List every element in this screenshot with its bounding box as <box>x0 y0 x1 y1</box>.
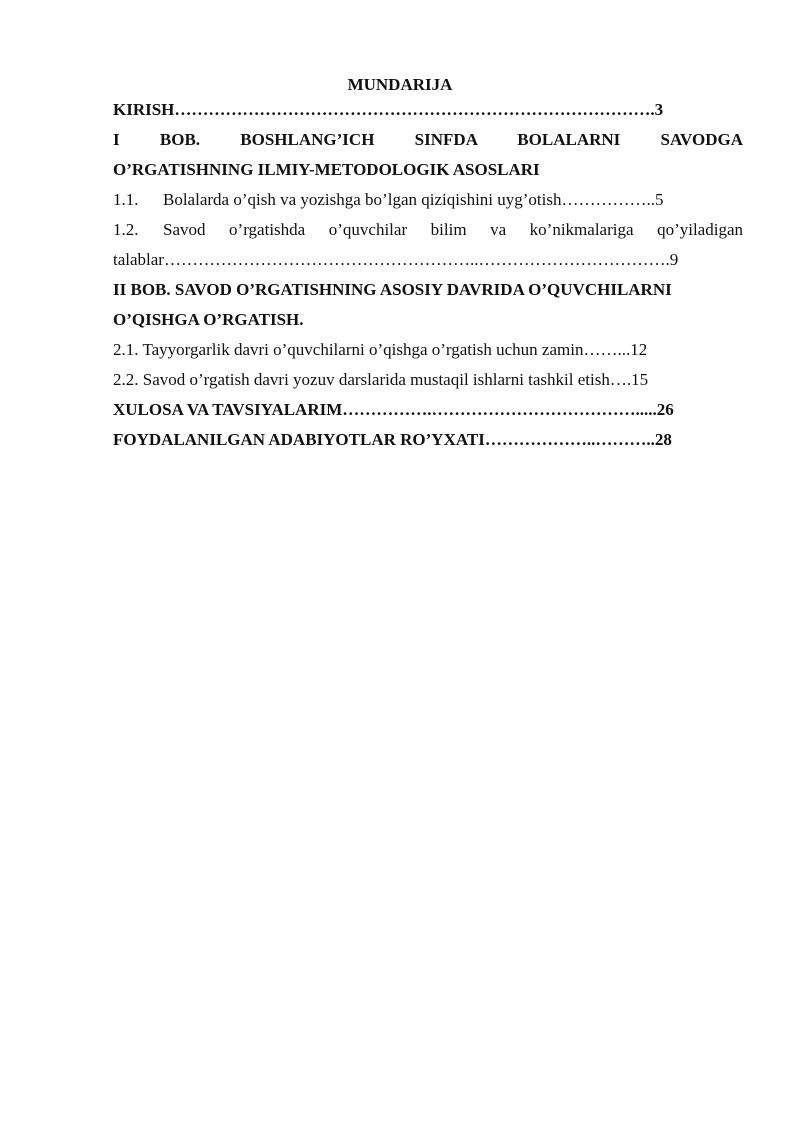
toc-entry-section-1-2-line-2: talablar………………………………………………..…………………………….9 <box>113 250 679 269</box>
toc-entry-kirish: KIRISH………………………………………………………………………….3 <box>113 100 664 119</box>
toc-entry-section-1-1 <box>113 185 743 215</box>
toc-entry-text: Savod o’rgatishda o’quvchilar bilim va ko’nikmalariga qo’yiladigan <box>163 220 743 239</box>
toc-entry-number: 1.2. <box>113 220 139 239</box>
toc-entry-section-2-2: 2.2. Savod o’rgatish davri yozuv darslarida mustaqil ishlarni tashkil etish….15 <box>113 370 649 389</box>
toc-entry-adabiyotlar: FOYDALANILGAN ADABIYOTLAR RO’YXATI………………..………..28 <box>113 430 672 449</box>
toc-entry-number: 1.1. <box>113 190 139 209</box>
toc-entry-chapter-2-line-2: O’QISHGA O’RGATISH. <box>113 310 304 329</box>
table-of-contents <box>113 95 743 455</box>
toc-entry-text: Bolalarda o’qish va yozishga bo’lgan qiziqishini uyg’otish……………..5 <box>163 190 664 209</box>
toc-entry-section-2-1: 2.1. Tayyorgarlik davri o’quvchilarni o’qishga o’rgatish uchun zamin……...12 <box>113 340 648 359</box>
page-title: MUNDARIJA <box>347 75 453 94</box>
toc-entry-section-1-2-line-1 <box>113 215 743 245</box>
toc-entry-chapter-2-line-1: II BOB. SAVOD O’RGATISHNING ASOSIY DAVRIDA O’QUVCHILARNI <box>113 280 672 299</box>
toc-entry-chapter-1-line-1: I BOB. BOSHLANG’ICH SINFDA BOLALARNI SAVODGA <box>113 130 743 149</box>
toc-entry-xulosa: XULOSA VA TAVSIYALARIM…………….……………………………….....26 <box>113 400 674 419</box>
toc-entry-chapter-1-line-2: O’RGATISHNING ILMIY-METODOLOGIK ASOSLARI <box>113 160 540 179</box>
